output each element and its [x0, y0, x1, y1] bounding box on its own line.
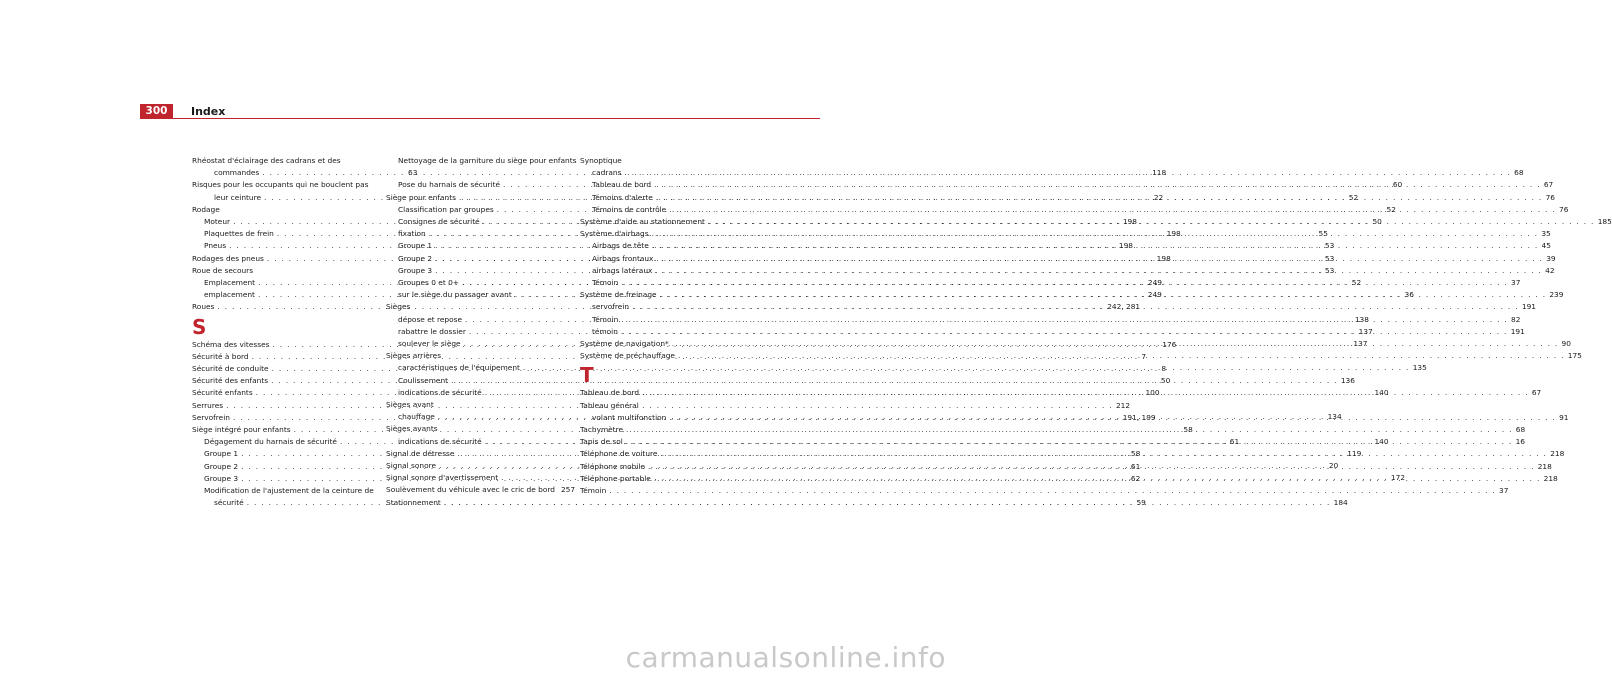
index-page-ref: 257: [560, 485, 576, 495]
index-entry-label: Roues: [192, 302, 215, 312]
index-page-ref: 218: [1543, 473, 1558, 483]
index-leader-dots: [656, 192, 1543, 204]
index-entry-label: Sécurité enfants: [192, 388, 253, 398]
index-heading: Sièges avants: [386, 424, 438, 434]
index-heading: Rodage: [192, 204, 220, 214]
index-entry-label: Sécurité de conduite: [192, 364, 269, 374]
index-page-ref: 37: [1511, 278, 1521, 288]
index-entry-label: Tapis de sol: [580, 437, 623, 447]
index-page-ref: 176: [1162, 339, 1177, 349]
index-page-ref: 191, 199: [1122, 412, 1156, 422]
index-page-ref: 249: [1147, 278, 1162, 288]
index-entry-label: Système d'aide au stationnement: [580, 217, 705, 227]
index-entry-label: témoin: [592, 326, 618, 336]
index-page-ref: 82: [1511, 314, 1521, 324]
index-leader-dots: [660, 448, 1547, 460]
index-entry-label: Airbags de tête: [592, 241, 649, 251]
index-leader-dots: [621, 326, 1508, 338]
index-entry-label: caractéristiques de l'équipement: [398, 363, 520, 373]
section-letter: S: [192, 314, 207, 339]
index-entry-label: fixation: [398, 229, 426, 239]
index-page-ref: 137: [1358, 326, 1373, 336]
index-page-ref: 45: [1541, 241, 1551, 251]
index-leader-dots: [624, 167, 1511, 179]
index-page-ref: 8: [1161, 364, 1167, 374]
index-page-ref: 68: [1515, 425, 1526, 435]
index-heading: Sièges: [386, 302, 411, 312]
index-page-ref: 37: [1499, 486, 1509, 496]
index-page-ref: 53: [1324, 265, 1335, 275]
index-entry-label: Téléphone de voiture: [580, 449, 658, 459]
index-page-ref: 212: [1115, 400, 1131, 410]
index-page-ref: 50: [1160, 376, 1171, 386]
index-entry-label: Signal sonore: [386, 461, 437, 471]
index-entry-label: Groupe 3: [204, 473, 239, 483]
index-entry-label: Système de navigation*: [580, 339, 669, 349]
watermark: carmanualsonline.info: [625, 641, 946, 674]
index-page-ref: 52: [1351, 278, 1362, 288]
index-page-ref: 90: [1561, 339, 1571, 349]
index-entry-label: Témoin: [592, 278, 619, 288]
index-leader-dots: [655, 265, 1542, 277]
index-page-ref: 198: [1122, 217, 1137, 227]
index-page-ref: 58: [1130, 449, 1141, 459]
index-leader-dots: [654, 179, 1541, 191]
index-page-ref: 184: [1333, 497, 1348, 507]
index-leader-dots: [642, 387, 1529, 399]
index-page-ref: 52: [1386, 204, 1396, 214]
index-page-ref: 239: [1549, 290, 1564, 300]
index-leader-dots: [621, 314, 1508, 326]
index-entry-label: Schéma des vitesses: [192, 339, 270, 349]
index-leader-dots: [632, 301, 1519, 313]
index-page-ref: 61: [1229, 437, 1240, 447]
index-entry-label: Soulèvement du véhicule avec le cric de bord: [386, 485, 555, 495]
index-page-ref: 59: [1136, 498, 1146, 508]
index-entry-label: Pose du harnais de sécurité: [398, 180, 501, 190]
index-entry-label: Signal sonore d'avertissement: [386, 473, 499, 483]
index-heading: Sièges arrières: [386, 351, 442, 361]
index-page-ref: 198: [1118, 241, 1133, 251]
index-leader-dots: [678, 350, 1565, 362]
index-entry-label: indications de sécurité: [398, 436, 482, 446]
index-leader-dots: [669, 412, 1556, 424]
index-page-ref: 198: [1156, 253, 1171, 263]
index-entry-label: Tableau de bord: [580, 388, 640, 398]
index-entry-label: Serrures: [192, 400, 224, 410]
index-entry: [580, 485, 1509, 497]
index-page-ref: 119: [1347, 448, 1362, 458]
index-entry-label: Pneus: [204, 241, 227, 251]
index-page-ref: 140: [1374, 387, 1389, 397]
index-page-ref: 172: [1390, 473, 1406, 483]
index-page-ref: 58: [1183, 425, 1193, 435]
index-entry-label: Témoin: [592, 314, 619, 324]
index-entry-label: Système d'airbags: [580, 229, 649, 239]
index-entry-label: Téléphone mobile: [580, 461, 645, 471]
index-leader-dots: [626, 436, 1513, 448]
index-entry-label: rabattre le dossier: [398, 326, 466, 336]
index-entry-label: Emplacement: [204, 278, 256, 288]
index-leader-dots: [444, 497, 1331, 509]
index-page-ref: 137: [1353, 339, 1368, 349]
index-page-ref: 67: [1543, 180, 1554, 190]
index-continuation: 63: [408, 168, 418, 178]
index-leader-dots: [652, 240, 1539, 252]
index-entry-label: Rodages des pneus: [192, 253, 264, 263]
index-page-ref: 175: [1567, 351, 1582, 361]
index-heading: Rhéostat d'éclairage des cadrans et des: [192, 156, 341, 165]
index-heading: Synoptique: [580, 156, 622, 165]
header-rule: [140, 118, 820, 119]
index-leader-dots: [652, 228, 1539, 240]
index-entry-label: Airbags frontaux: [592, 253, 654, 263]
index-leader-dots: [621, 277, 1508, 289]
index-entry-label: volant multifonction: [592, 412, 667, 422]
index-entry-label: Système de freinage: [580, 290, 657, 300]
index-entry-label: Plaquettes de frein: [204, 229, 274, 239]
index-page-ref: 136: [1340, 375, 1355, 385]
index-page-ref: 218: [1550, 449, 1565, 459]
index-entry: [386, 362, 1427, 374]
index-entry-label: cadrans: [592, 168, 622, 178]
index-page-ref: 242, 281: [1107, 302, 1141, 312]
index-page-ref: 249: [1147, 290, 1162, 300]
index-entry-label: Tableau de bord: [592, 180, 652, 190]
index-page-ref: 61: [1130, 461, 1141, 471]
index-entry-label: emplacement: [204, 290, 255, 300]
index-heading: Roue de secours: [192, 265, 254, 275]
index-heading: Modification de l'ajustement de la ceinture de: [204, 486, 374, 496]
index-page-ref: 191: [1510, 326, 1525, 336]
index-page-ref: 16: [1515, 437, 1525, 447]
index-entry-label: Système de préchauffage: [580, 351, 675, 361]
index-entry-label: sécurité: [214, 498, 244, 508]
index-entry-label: dépose et repose: [398, 314, 463, 324]
index-page-ref: 55: [1318, 229, 1328, 239]
index-page-ref: 53: [1324, 241, 1335, 251]
index-heading: Nettoyage de la garniture du siège pour enfants: [398, 156, 577, 165]
index-page-ref: 53: [1324, 253, 1335, 263]
index-entry-label: airbags latéraux: [592, 265, 653, 275]
index-page-ref: 76: [1559, 204, 1569, 214]
index-page-ref: 118: [1152, 168, 1167, 178]
index-entry-label: Témoins de contrôle: [592, 204, 667, 214]
index-page-ref: 138: [1354, 314, 1369, 324]
index-entry-label: Groupe 1: [204, 449, 239, 459]
index-page-ref: 100: [1145, 388, 1160, 398]
index-leader-dots: [672, 338, 1559, 350]
index-page-ref: 22: [1153, 192, 1164, 202]
index-entry-label: commandes: [214, 168, 260, 178]
index-entry-label: Classification par groupes: [398, 204, 494, 214]
index-entry-label: Consignes de sécurité: [398, 217, 480, 227]
page-title: Index: [191, 105, 226, 118]
index-entry-label: Témoins d'alerte: [592, 192, 653, 202]
index-entry-label: servofrein: [592, 302, 630, 312]
index-page-ref: 67: [1531, 388, 1542, 398]
index-entry-label: Groupe 2: [204, 461, 239, 471]
index-entry-label: Groupe 3: [398, 265, 433, 275]
index-entry-label: Groupe 1: [398, 241, 433, 251]
index-leader-dots: [626, 424, 1513, 436]
index-entry: [580, 350, 1582, 362]
index-entry-label: Témoin: [580, 486, 607, 496]
index-entry-label: Siège pour enfants: [386, 192, 456, 202]
index-entry-label: Siège intégré pour enfants: [192, 425, 291, 435]
index-page-ref: 42: [1545, 265, 1555, 275]
index-heading: Sièges avant: [386, 400, 434, 410]
index-page-ref: 35: [1541, 229, 1551, 239]
index-leader-dots: [656, 253, 1543, 265]
index-entry-label: Signal de détresse: [386, 448, 455, 458]
index-leader-dots: [648, 461, 1535, 473]
index-heading: Tableau général: [580, 400, 639, 410]
index-leader-dots: [609, 485, 1496, 497]
index-page-ref: 135: [1412, 363, 1427, 373]
index-entry-label: Groupes 0 et 0+: [398, 278, 459, 288]
index-heading: Risques pour les occupants qui ne bouclent pas: [192, 180, 369, 190]
index-entry-label: indications de sécurité: [398, 387, 482, 397]
index-entry: [386, 484, 576, 496]
index-entry-label: Dégagement du harnais de sécurité: [204, 437, 337, 447]
index-page-ref: 68: [1514, 168, 1524, 178]
index-leader-dots: [660, 289, 1547, 301]
index-page-ref: 52: [1348, 192, 1359, 202]
index-entry-label: Tachymètre: [580, 425, 624, 435]
index-entry-label: Coulissement: [398, 375, 449, 385]
index-entry-label: Sécurité à bord: [192, 351, 249, 361]
index-entry-label: sur le siège du passager avant: [398, 290, 512, 300]
index-page-ref: 60: [1392, 180, 1403, 190]
index-leader-dots: [669, 204, 1556, 216]
index-page-ref: 20: [1328, 461, 1339, 471]
index-entry-label: Moteur: [204, 217, 231, 227]
index-entry-label: Servofrein: [192, 412, 230, 422]
index-leader-dots: [708, 216, 1595, 228]
index-page-ref: 191: [1521, 302, 1536, 312]
index-entry-label: Sécurité des enfants: [192, 376, 269, 386]
index-entry-label: chauffage: [398, 412, 435, 422]
index-entry-label: Téléphone portable: [580, 473, 651, 483]
index-entry-label: leur ceinture: [214, 192, 262, 202]
index-page-ref: 134: [1327, 412, 1342, 422]
index-leader-dots: [654, 473, 1541, 485]
page-number: 300: [140, 104, 173, 119]
index-entry-label: Groupe 2: [398, 253, 433, 263]
index-page-ref: 7: [1141, 351, 1147, 361]
section-letter: T: [580, 363, 594, 388]
index-page-ref: 140: [1374, 436, 1389, 446]
index-page-ref: 76: [1545, 192, 1555, 202]
index-page-ref: 185: [1597, 217, 1612, 227]
index-entry-label: Stationnement: [386, 497, 441, 507]
index-page-ref: 218: [1537, 461, 1552, 471]
index-page-ref: 50: [1372, 217, 1382, 227]
index-page-ref: 91: [1559, 412, 1569, 422]
index-page-ref: 36: [1404, 290, 1414, 300]
index-entry-label: soulever le siège: [398, 339, 461, 349]
index-page-ref: 62: [1130, 473, 1141, 483]
index-page-ref: 198: [1166, 229, 1181, 239]
index-page-ref: 39: [1546, 253, 1556, 263]
